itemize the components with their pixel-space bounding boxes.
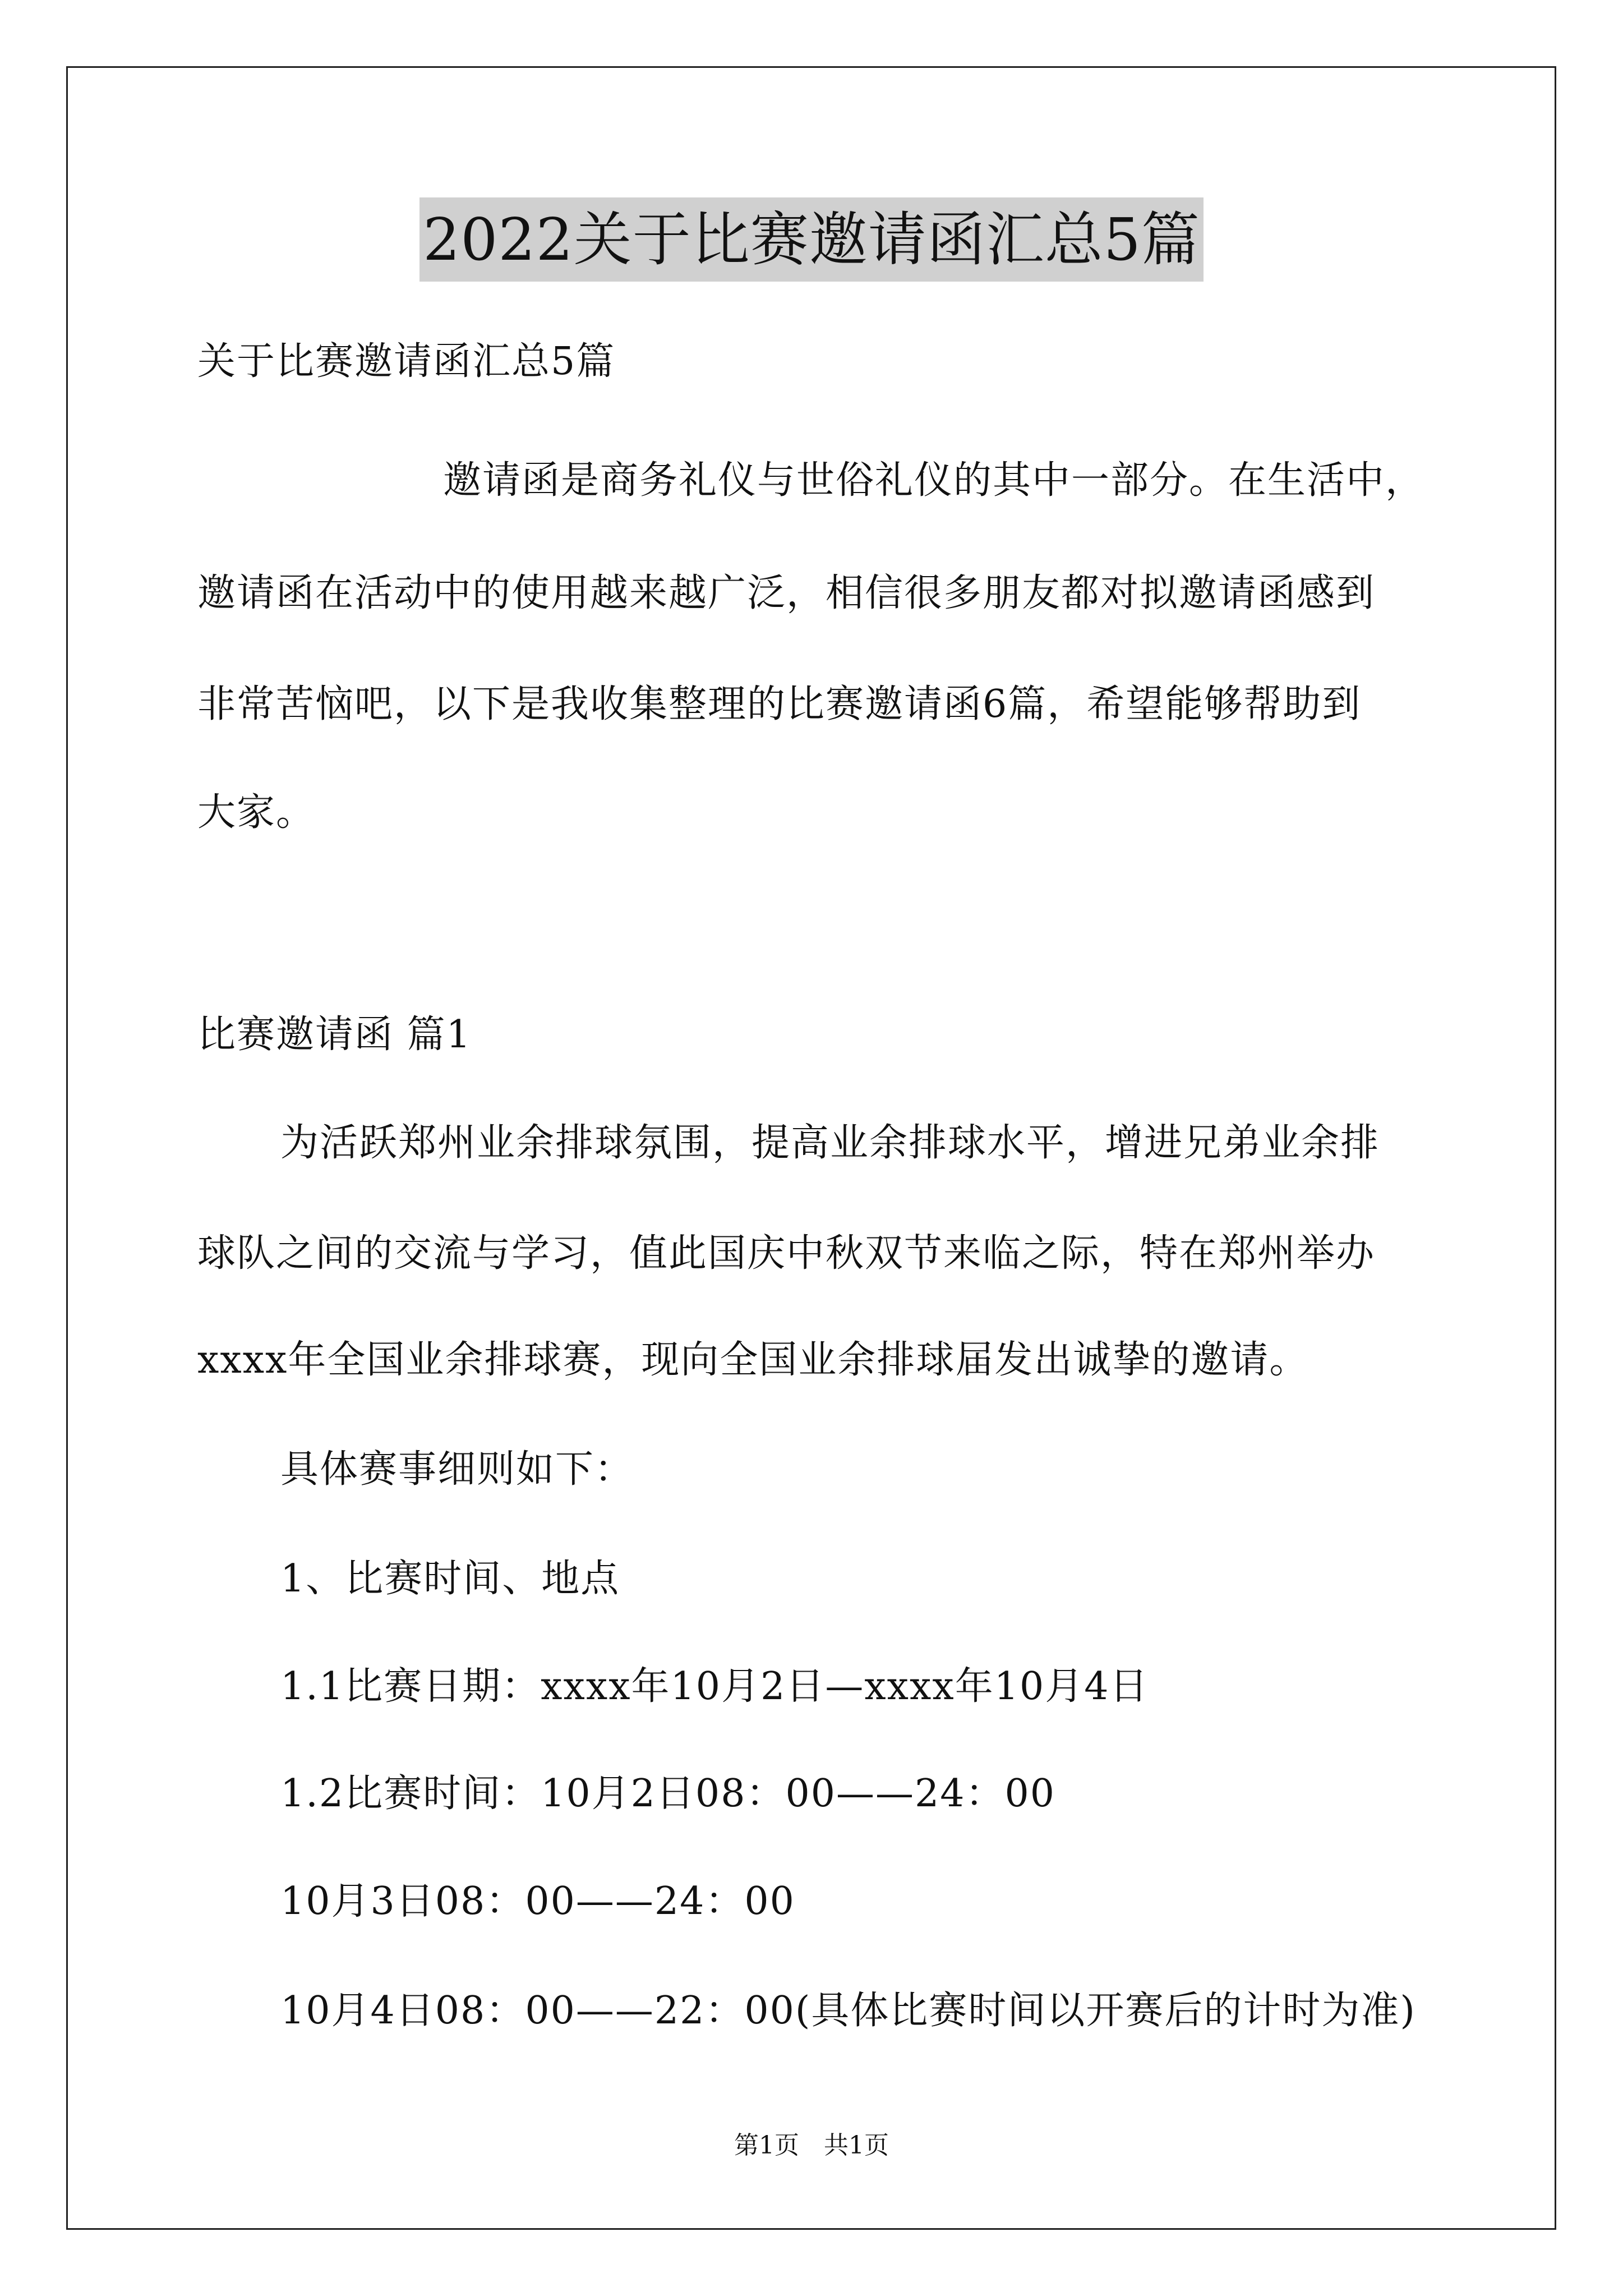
list-item: 1、比赛时间、地点 — [280, 1557, 620, 1601]
list-item: 10月4日08：00——22：00(具体比赛时间以开赛后的计时为准) — [280, 1989, 1416, 2033]
paragraph-line: 大家。 — [197, 790, 316, 835]
paragraph-line: 邀请函是商务礼仪与世俗礼仪的其中一部分。在生活中， — [443, 458, 1425, 503]
paragraph-line: xxxx年全国业余排球赛，现向全国业余排球届发出诚挚的邀请。 — [197, 1338, 1309, 1382]
document-title: 2022关于比赛邀请函汇总5篇 — [419, 197, 1204, 282]
paragraph-line: 球队之间的交流与学习，值此国庆中秋双节来临之际，特在郑州举办 — [197, 1231, 1376, 1276]
paragraph-line: 邀请函在活动中的使用越来越广泛，相信很多朋友都对拟邀请函感到 — [197, 571, 1376, 615]
title-container — [0, 197, 1623, 282]
paragraph-line: 为活跃郑州业余排球氛围，提高业余排球水平，增进兄弟业余排 — [280, 1121, 1380, 1165]
paragraph-line: 具体赛事细则如下： — [280, 1447, 634, 1492]
page-footer: 第1页 共1页 — [734, 2131, 889, 2160]
list-item: 1.2比赛时间：10月2日08：00——24：00 — [280, 1772, 1056, 1816]
subtitle-line: 关于比赛邀请函汇总5篇 — [197, 339, 616, 384]
list-item: 1.1比赛日期：xxxx年10月2日—xxxx年10月4日 — [280, 1664, 1149, 1709]
section-heading: 比赛邀请函 篇1 — [197, 1013, 472, 1057]
paragraph-line: 非常苦恼吧，以下是我收集整理的比赛邀请函6篇，希望能够帮助到 — [197, 682, 1362, 726]
list-item: 10月3日08：00——24：00 — [280, 1879, 795, 1924]
